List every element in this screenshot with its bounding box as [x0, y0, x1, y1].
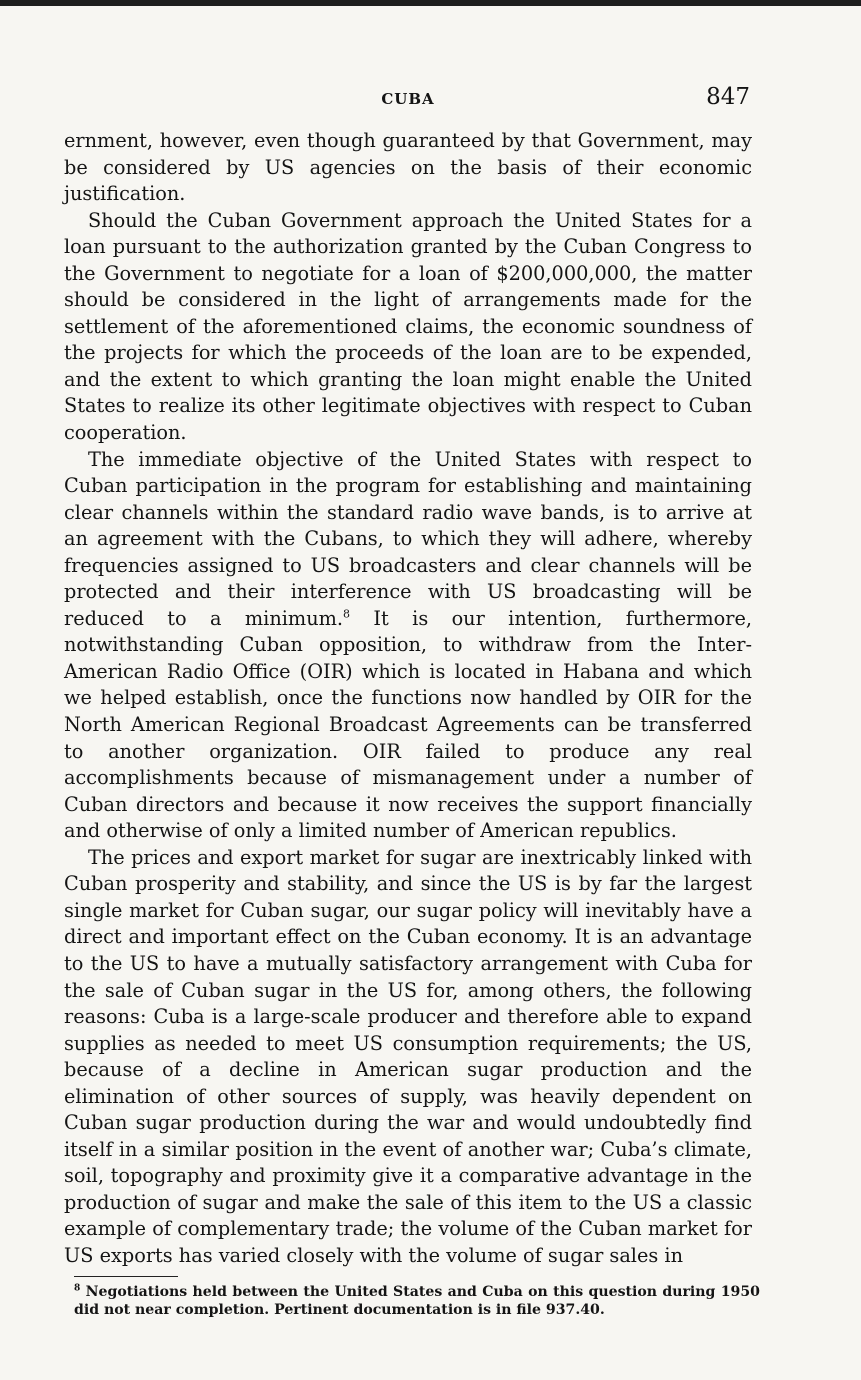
paragraph-radio-part2: It is our intention, furthermore, notwithstanding Cuban opposition, to withdraw from the Inter-American Radio Office (OIR) which is located in Habana and which we helped establish, once the functions now handled by OIR for the North American Regional Broadcast Agreements can be transferred to another organization. OIR failed to produce any real accomplishments because of mismanagement under a number of Cuban directors and because it now receives the support financially and otherwise of only a limited number of American republics. — [64, 606, 752, 843]
footnote — [74, 1283, 760, 1319]
paragraph-continuation: ernment, however, even though guaranteed by that Government, may be considered by US agencies on the basis of their economic justification. — [64, 129, 752, 206]
running-title: CUBA — [381, 90, 435, 108]
paragraph-radio — [64, 447, 752, 845]
paragraph-loan: Should the Cuban Government approach the United States for a loan pursuant to the authorization granted by the Cuban Congress to the Government to negotiate for a loan of $200,000,000, the matter should be considered in the light of arrangements made for the settlement of the aforementioned claims, the economic soundness of the projects for which the proceeds of the loan are to be expended, and the extent to which granting the loan might enable the United States to realize its other legitimate objectives with respect to Cuban cooperation. — [64, 208, 752, 445]
page-top-border — [0, 0, 861, 6]
footnote-divider — [74, 1276, 178, 1277]
running-head — [64, 84, 752, 114]
footnote-text: Negotiations held between the United States and Cuba on this question during 1950 did not near completion. Pertinent documentation is in file 937.40. — [74, 1284, 760, 1318]
footnote-mark: 8 — [74, 1283, 81, 1294]
paragraph-radio-part1: The immediate objective of the United States with respect to Cuban participation in the program for establishing and maintaining clear channels within the standard radio wave bands, is to arrive at an agreement with the Cubans, to which they will adhere, whereby frequencies assigned to US broadcasters and clear channels will be protected and their interference with US broadcasting will be reduced to a minimum. — [64, 447, 752, 630]
footnote-reference: 8 — [343, 607, 351, 621]
body-text — [64, 128, 752, 1270]
page-number: 847 — [706, 84, 750, 110]
paragraph-sugar: The prices and export market for sugar are inextricably linked with Cuban prosperity and stability, and since the US is by far the largest single market for Cuban sugar, our sugar policy will inevitably have a direct and important effect on the Cuban economy. It is an advantage to the US to have a mutually satisfactory arrangement with Cuba for the sale of Cuban sugar in the US for, among others, the following reasons: Cuba is a large-scale producer and therefore able to expand supplies as needed to meet US consumption requirements; the US, because of a decline in American sugar production and the elimination of other sources of supply, was heavily dependent on Cuban sugar production during the war and would undoubtedly find itself in a similar position in the event of another war; Cuba’s climate, soil, topography and proximity give it a comparative advantage in the production of sugar and make the sale of this item to the US a classic example of complementary trade; the volume of the Cuban market for US exports has varied closely with the volume of sugar sales in — [64, 845, 752, 1267]
